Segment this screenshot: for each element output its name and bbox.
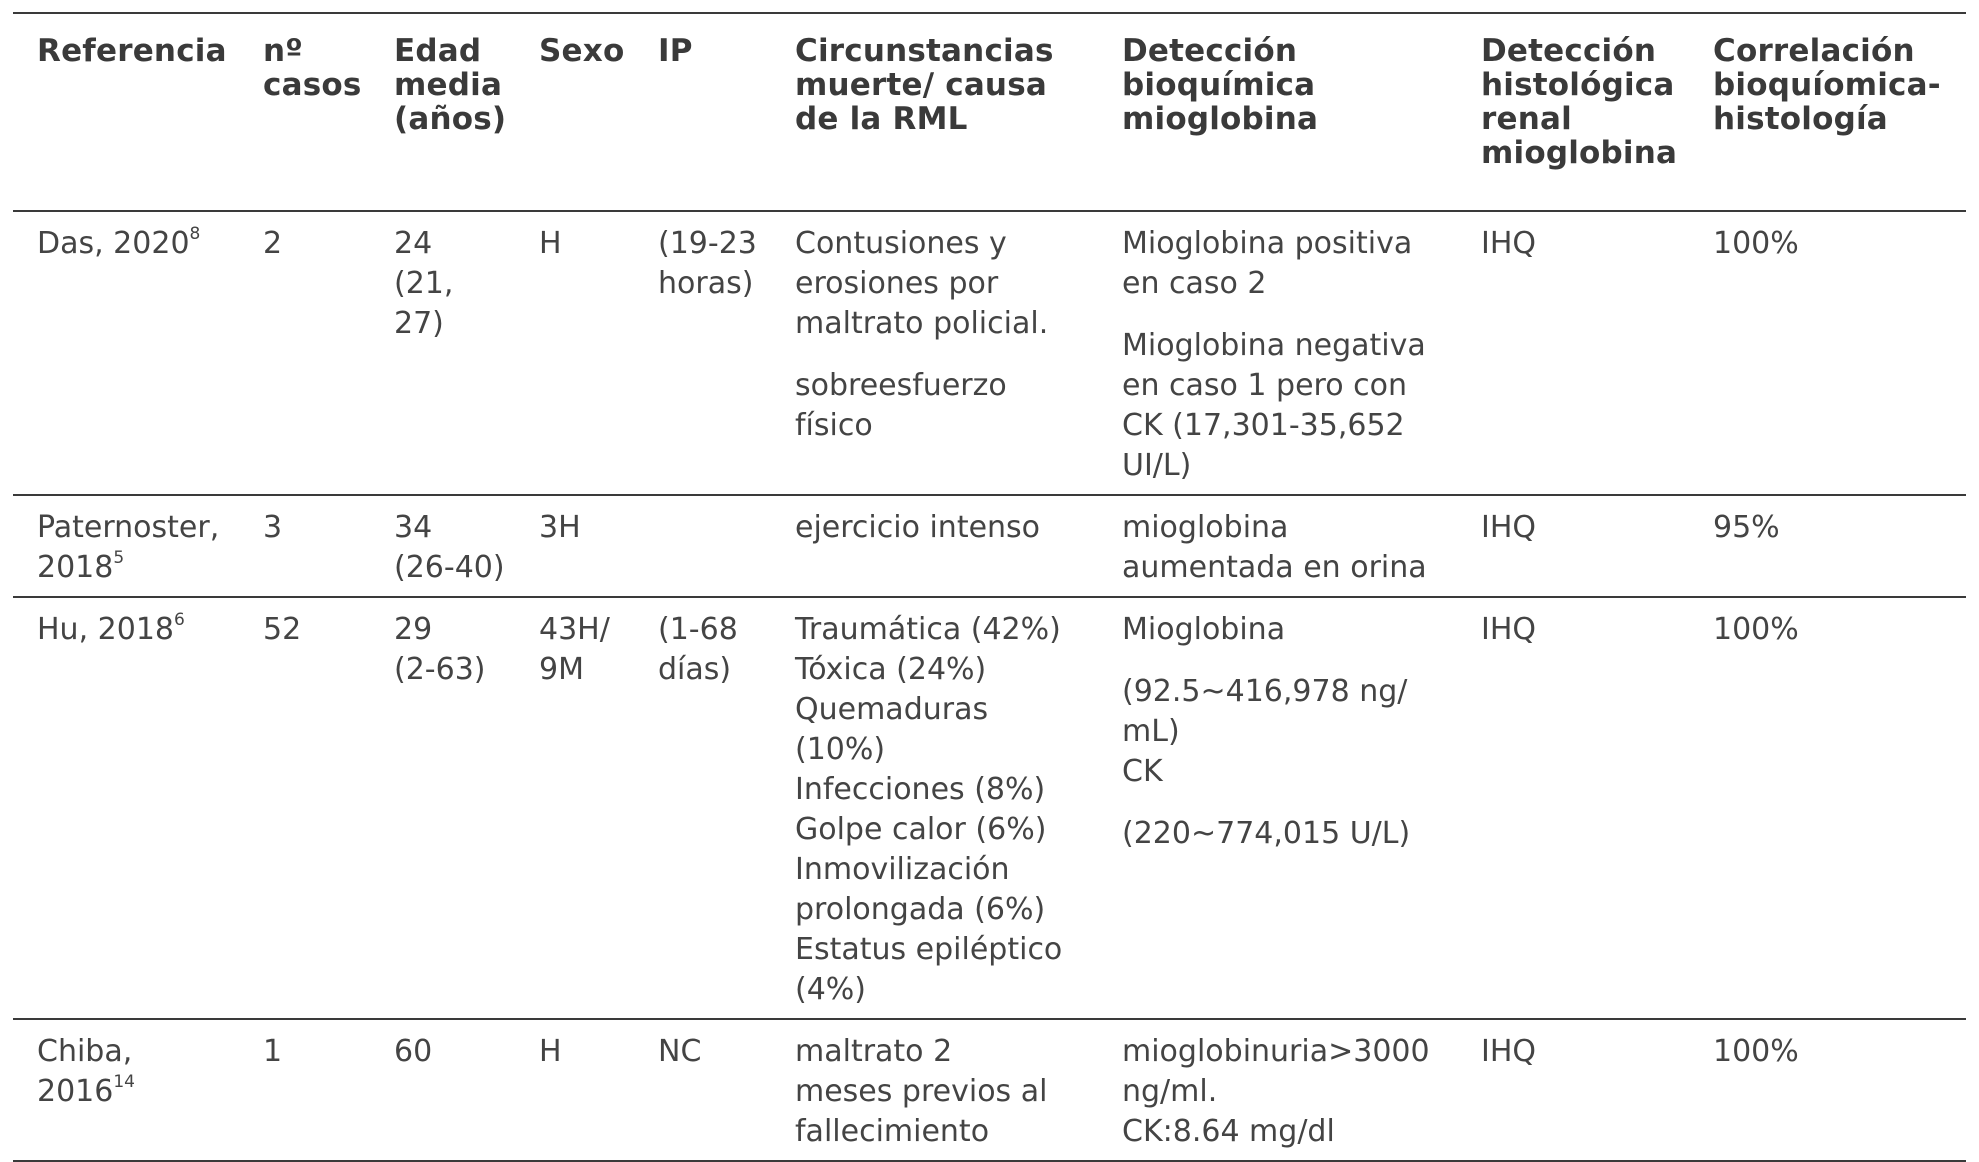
cell-ip: (1-68 días): [658, 612, 738, 687]
cell-sexo: H: [539, 1034, 562, 1069]
cell-deteccion-histologica: IHQ: [1481, 1034, 1537, 1069]
cell-circunstancias: Traumática (42%) Tóxica (24%) Quemaduras (10%) Infecciones (8%) Golpe calor (6%) Inmovilización prolongada (6%) Estatus epiléptico (4%): [795, 612, 1063, 1007]
header-deteccion-histologica: Detección histológica renal mioglobina: [1481, 33, 1678, 171]
cell-deteccion-bioquimica: mioglobina aumentada en orina: [1122, 510, 1427, 585]
cell-n-casos: 52: [263, 612, 302, 647]
cell-deteccion-histologica: IHQ: [1481, 510, 1537, 545]
cell-edad: 60: [394, 1034, 433, 1069]
citation-superscript: 6: [174, 610, 185, 630]
cell-edad: 29 (2-63): [394, 612, 486, 687]
citation-superscript: 5: [113, 548, 125, 568]
cell-correlacion: 100%: [1713, 226, 1799, 261]
cell-circunstancias: Contusiones y erosiones por maltrato policial. sobreesfuerzo físico: [795, 226, 1049, 443]
citation-superscript: 14: [113, 1072, 135, 1092]
cell-circunstancias: ejercicio intenso: [795, 510, 1041, 545]
cell-sexo: 43H/ 9M: [539, 612, 610, 687]
cell-deteccion-bioquimica: Mioglobina (92.5~416,978 ng/ mL) CK (220~774,015 U/L): [1122, 612, 1411, 851]
header-row: [13, 13, 1966, 211]
table-row: [13, 597, 1966, 1019]
cell-circunstancias: maltrato 2 meses previos al fallecimiento: [795, 1034, 1048, 1149]
table-row: [13, 211, 1966, 495]
cell-edad: 34 (26-40): [394, 510, 505, 585]
cell-n-casos: 3: [263, 510, 283, 545]
cell-correlacion: 100%: [1713, 612, 1799, 647]
cell-ip: NC: [658, 1034, 702, 1069]
cell-sexo: H: [539, 226, 562, 261]
cell-sexo: 3H: [539, 510, 581, 545]
header-circunstancias: Circunstancias muerte/ causa de la RML: [795, 33, 1054, 137]
cell-deteccion-bioquimica: mioglobinuria>3000 ng/ml. CK:8.64 mg/dl: [1122, 1034, 1430, 1149]
literature-table: [13, 12, 1966, 1162]
header-ip: IP: [658, 33, 693, 69]
cell-n-casos: 1: [263, 1034, 283, 1069]
header-deteccion-bioquimica: Detección bioquímica mioglobina: [1122, 33, 1319, 137]
header-correlacion: Correlación bioquíomica- histología: [1713, 33, 1941, 137]
table-row: [13, 495, 1966, 597]
header-n-casos: nº casos: [263, 33, 362, 103]
cell-deteccion-histologica: IHQ: [1481, 226, 1537, 261]
cell-referencia: Paternoster, 2018$^5$: [37, 510, 220, 585]
table-row: [13, 1019, 1966, 1161]
cell-referencia: Hu, 2018$^6$: [37, 610, 185, 647]
cell-deteccion-histologica: IHQ: [1481, 612, 1537, 647]
cell-ip: (19-23 horas): [658, 226, 757, 301]
header-referencia: Referencia: [37, 33, 227, 69]
cell-deteccion-bioquimica: Mioglobina positiva en caso 2 Mioglobina negativa en caso 1 pero con CK (17,301-35,652 UI/L): [1122, 226, 1426, 483]
cell-n-casos: 2: [263, 226, 283, 261]
cell-correlacion: 100%: [1713, 1034, 1799, 1069]
cell-ip: [634, 495, 771, 597]
cell-referencia: Das, 2020$^8$: [37, 224, 201, 261]
table-header: [13, 13, 1966, 211]
cell-correlacion: 95%: [1713, 510, 1780, 545]
citation-superscript: 8: [189, 224, 201, 244]
header-edad-media: Edad media (años): [394, 33, 507, 137]
cell-edad: 24 (21, 27): [394, 226, 454, 341]
cell-referencia: Chiba, 2016$^{14}$: [37, 1034, 135, 1109]
header-sexo: Sexo: [539, 33, 625, 69]
